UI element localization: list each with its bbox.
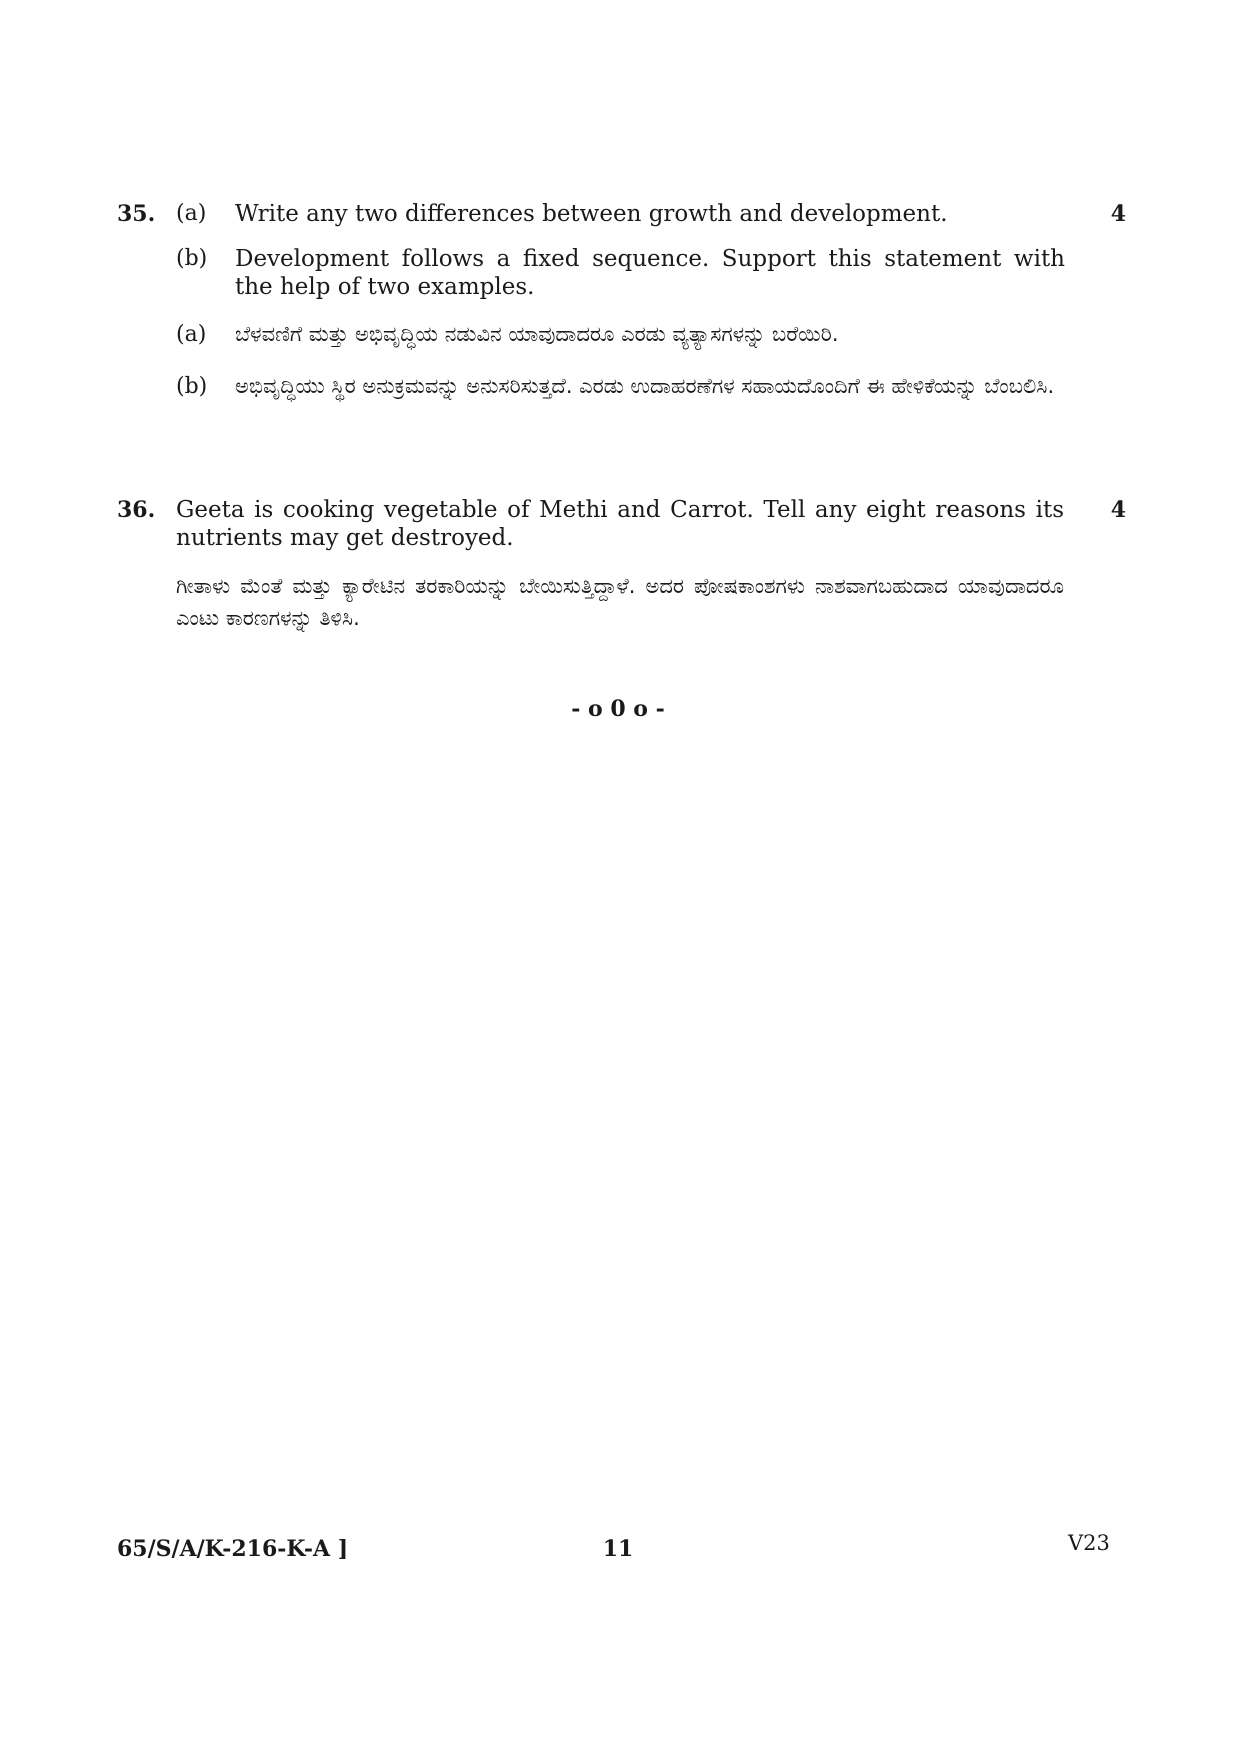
question-35b-kannada-label: (b) <box>176 374 208 399</box>
question-35b-label: (b) <box>176 246 208 271</box>
question-35-marks: 4 <box>1110 201 1126 227</box>
footer-paper-code: 65/S/A/K-216-K-A ] <box>117 1536 349 1562</box>
question-35-number: 35. <box>117 201 156 227</box>
end-of-paper-mark: - o 0 o - <box>571 696 665 722</box>
question-35b-text: Development follows a fixed sequence. Support this statement with the help of two examples. <box>235 246 1065 300</box>
footer-version: V23 <box>1068 1531 1110 1555</box>
footer-page-number: 11 <box>602 1536 634 1562</box>
question-35b-kannada-text: ಅಭಿವೃದ್ಧಿಯು ಸ್ಥಿರ ಅನುಕ್ರಮವನ್ನು ಅನುಸರಿಸುತ್ತದೆ. ಎರಡು ಉದಾಹರಣೆಗಳ ಸಹಾಯದೊಂದಿಗೆ ಈ ಹೇಳಿಕೆಯನ್ನು ಬೆಂಬಲಿಸಿ. <box>235 374 1055 398</box>
question-36-marks: 4 <box>1110 497 1126 523</box>
question-36-number: 36. <box>117 497 156 523</box>
question-35a-kannada-text: ಬೆಳವಣಿಗೆ ಮತ್ತು ಅಭಿವೃದ್ಧಿಯ ನಡುವಿನ ಯಾವುದಾದರೂ ಎರಡು ವ್ಯತ್ಯಾಸಗಳನ್ನು ಬರೆಯಿರಿ. <box>235 322 839 346</box>
question-36-kannada-text: ಗೀತಾಳು ಮೆಂತೆ ಮತ್ತು ಕ್ಯಾರೇಟಿನ ತರಕಾರಿಯನ್ನು ಬೇಯಿಸುತ್ತಿದ್ದಾಳೆ. ಅದರ ಪೋಷಕಾಂಶಗಳು ನಾಶವಾಗಬಹುದಾದ ಯಾವುದಾದರೂ ಎಂಟು ಕಾರಣಗಳನ್ನು ತಿಳಿಸಿ. <box>176 574 1064 630</box>
question-35a-text: Write any two differences between growth and development. <box>235 201 948 227</box>
question-36-text: Geeta is cooking vegetable of Methi and Carrot. Tell any eight reasons its nutrients may get destroyed. <box>176 497 1064 551</box>
question-35a-kannada-label: (a) <box>176 322 207 347</box>
question-35a-label: (a) <box>176 201 207 226</box>
